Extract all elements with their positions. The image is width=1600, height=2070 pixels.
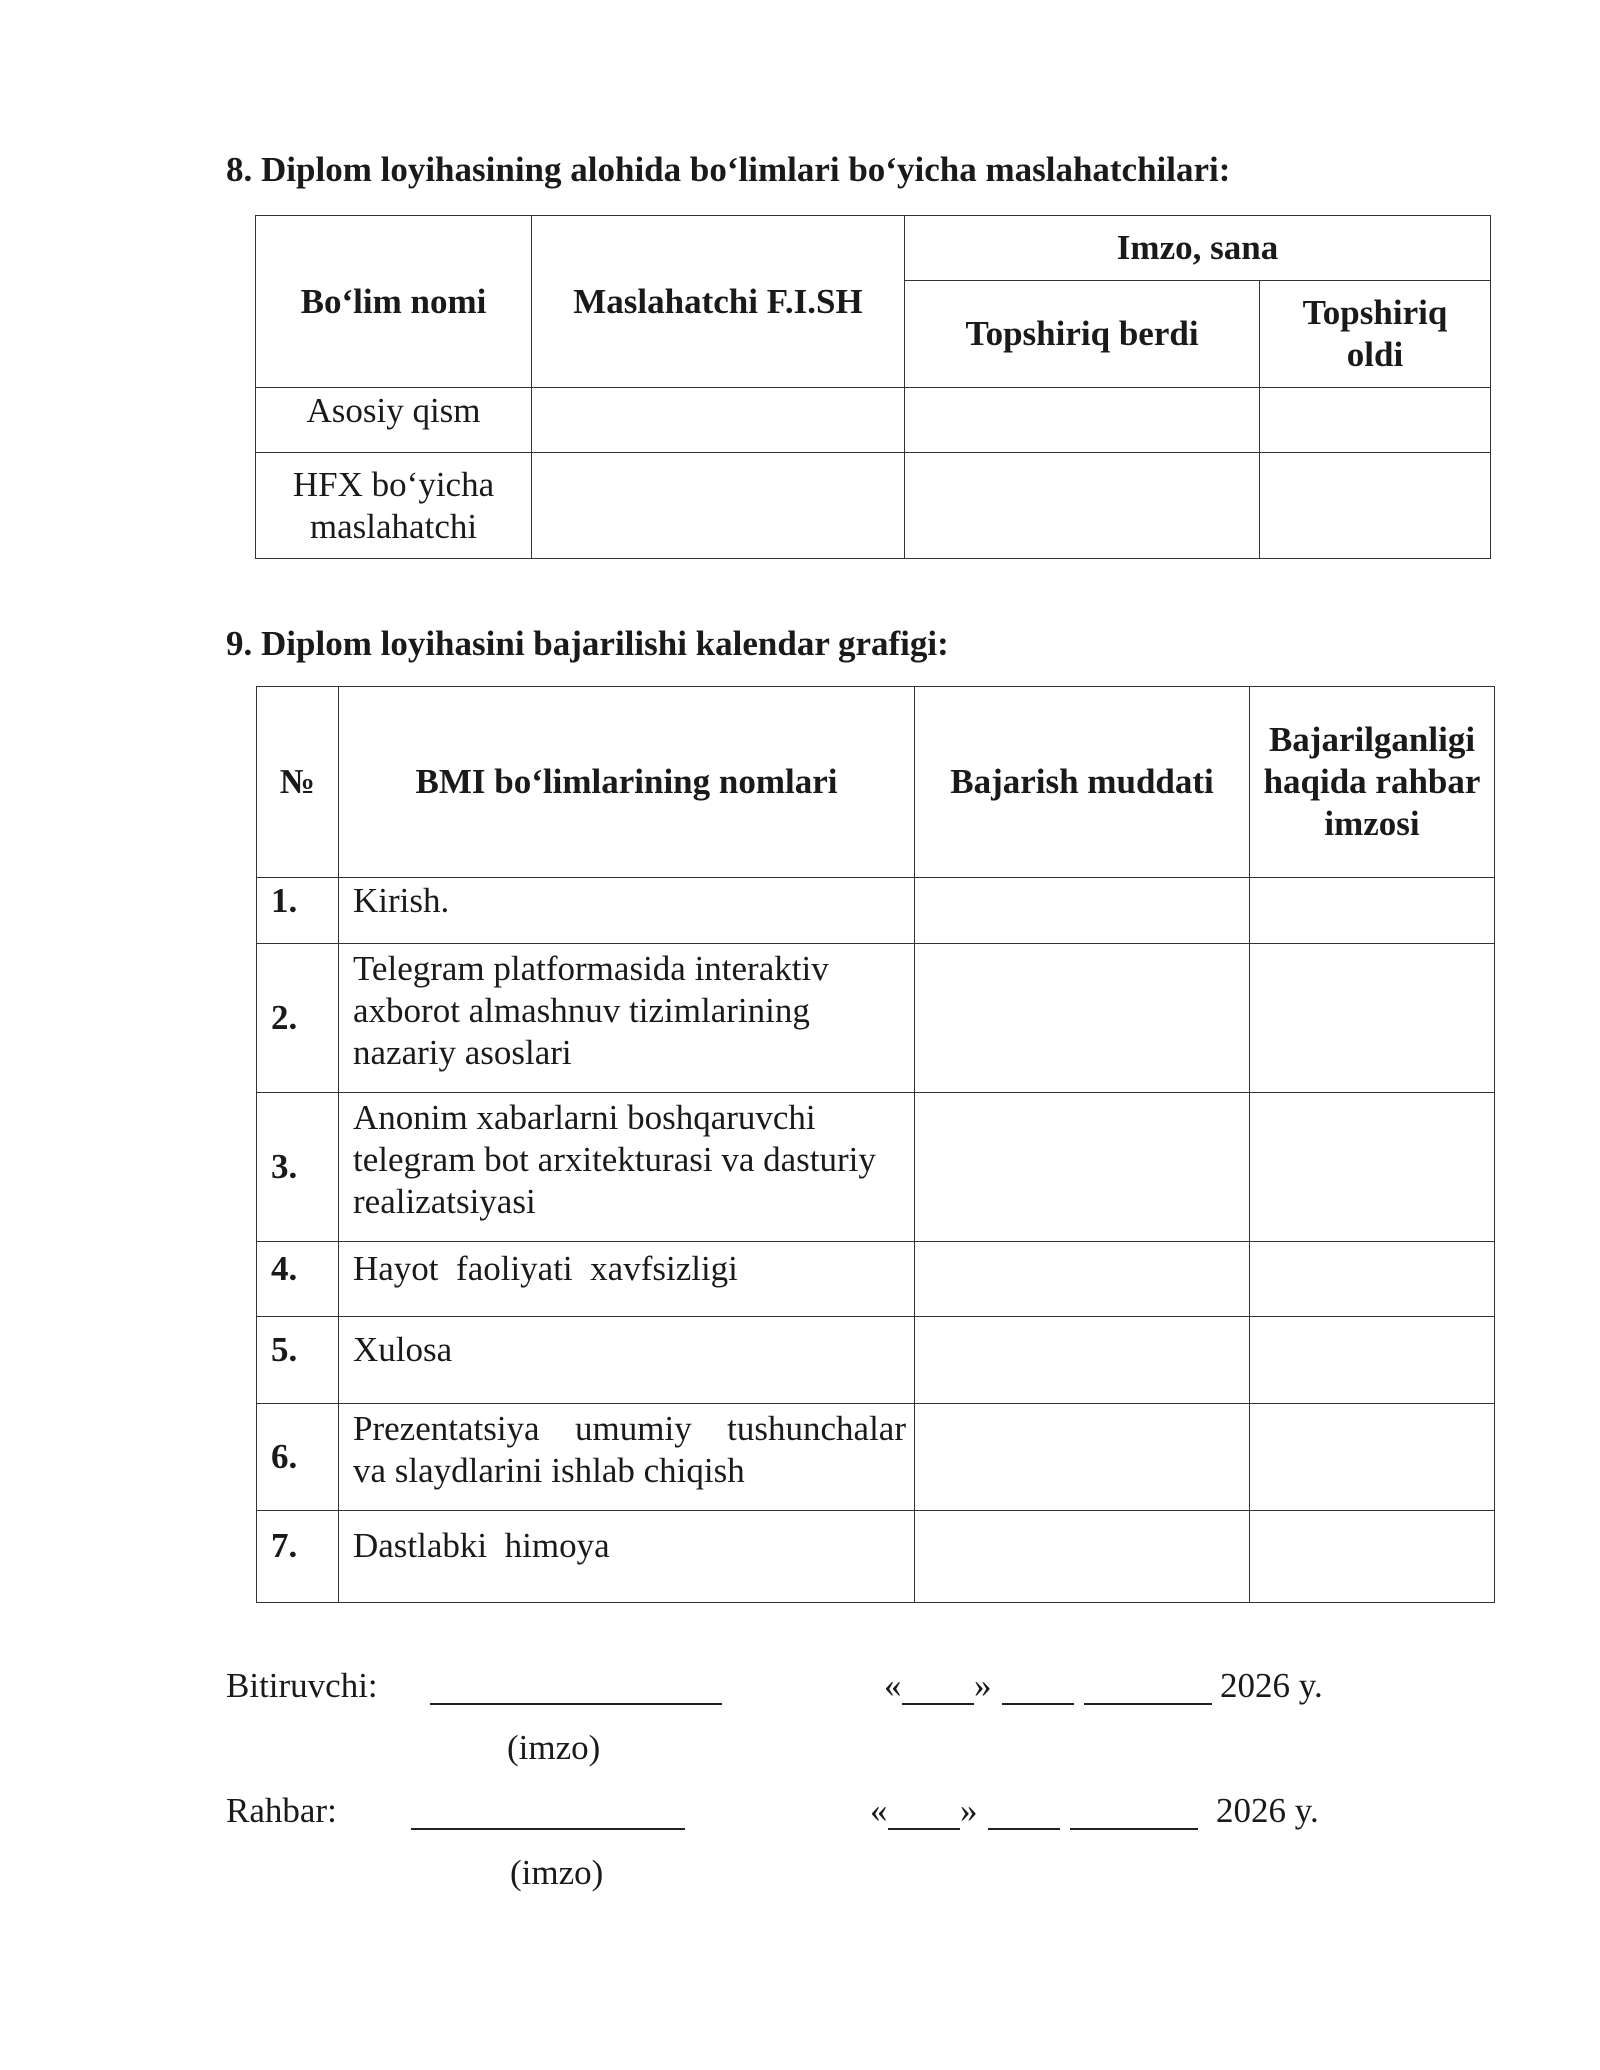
row-number: 5. bbox=[257, 1317, 339, 1404]
table-row bbox=[256, 453, 1491, 559]
row-name: Xulosa bbox=[339, 1317, 915, 1404]
deadline-cell[interactable] bbox=[915, 1093, 1250, 1242]
calendar-schedule-table bbox=[256, 686, 1495, 1603]
table-row bbox=[257, 878, 1495, 944]
signature-cell[interactable] bbox=[1250, 1242, 1495, 1317]
deadline-cell[interactable] bbox=[915, 1404, 1250, 1511]
bitiruvchi-date-close: » bbox=[974, 1666, 992, 1705]
signature-cell[interactable] bbox=[1250, 878, 1495, 944]
header-maslahatchi: Maslahatchi F.I.SH bbox=[532, 216, 905, 388]
deadline-cell[interactable] bbox=[915, 944, 1250, 1093]
table-row bbox=[257, 944, 1495, 1093]
header-topshiriq-berdi: Topshiriq berdi bbox=[905, 281, 1260, 388]
table-row bbox=[257, 1511, 1495, 1603]
row-name: Asosiy qism bbox=[256, 388, 532, 453]
row-number: 4. bbox=[257, 1242, 339, 1317]
rahbar-imzo-caption: (imzo) bbox=[510, 1853, 604, 1892]
signature-received-cell[interactable] bbox=[1260, 453, 1491, 559]
table-row bbox=[257, 1093, 1495, 1242]
header-bolim-nomi: Bo‘lim nomi bbox=[256, 216, 532, 388]
row-name: Hayot faoliyati xavfsizligi bbox=[339, 1242, 915, 1317]
header-imzo-sana: Imzo, sana bbox=[905, 216, 1491, 281]
row-name: Kirish. bbox=[339, 878, 915, 944]
header-topshiriq-oldi: Topshiriq oldi bbox=[1260, 281, 1491, 388]
row-name: Telegram platformasida interaktiv axborot almashnuv tizimlarining nazariy asoslari bbox=[339, 944, 915, 1093]
advisors-table bbox=[255, 215, 1491, 559]
rahbar-signature-line[interactable] bbox=[411, 1828, 685, 1830]
bitiruvchi-month-name-line[interactable] bbox=[1084, 1703, 1212, 1705]
rahbar-year: 2026 y. bbox=[1216, 1791, 1319, 1830]
bitiruvchi-date-open: « bbox=[884, 1666, 902, 1705]
table-row bbox=[256, 388, 1491, 453]
rahbar-date-close: » bbox=[960, 1791, 978, 1830]
header-imzo: Bajarilganligi haqida rahbar imzosi bbox=[1250, 687, 1495, 878]
deadline-cell[interactable] bbox=[915, 1242, 1250, 1317]
header-muddat: Bajarish muddati bbox=[915, 687, 1250, 878]
signature-given-cell[interactable] bbox=[905, 388, 1260, 453]
section-8-heading: 8. Diplom loyihasining alohida bo‘limlari bo‘yicha maslahatchilari: bbox=[226, 150, 1231, 189]
header-number: № bbox=[257, 687, 339, 878]
row-name: Prezentatsiya umumiy tushunchalar va slaydlarini ishlab chiqish bbox=[339, 1404, 915, 1511]
deadline-cell[interactable] bbox=[915, 878, 1250, 944]
section-9-heading: 9. Diplom loyihasini bajarilishi kalendar grafigi: bbox=[226, 624, 949, 663]
rahbar-date-open: « bbox=[870, 1791, 888, 1830]
rahbar-month-name-line[interactable] bbox=[1070, 1828, 1198, 1830]
bitiruvchi-signature-line[interactable] bbox=[430, 1703, 722, 1705]
bitiruvchi-imzo-caption: (imzo) bbox=[507, 1728, 601, 1767]
bitiruvchi-year: 2026 y. bbox=[1220, 1666, 1323, 1705]
signature-cell[interactable] bbox=[1250, 1317, 1495, 1404]
table-row bbox=[257, 1242, 1495, 1317]
row-number: 1. bbox=[257, 878, 339, 944]
advisor-cell[interactable] bbox=[532, 453, 905, 559]
rahbar-month-line[interactable] bbox=[988, 1828, 1060, 1830]
signature-cell[interactable] bbox=[1250, 1511, 1495, 1603]
row-number: 3. bbox=[257, 1093, 339, 1242]
table-row bbox=[257, 1317, 1495, 1404]
rahbar-label: Rahbar: bbox=[226, 1791, 337, 1830]
advisor-cell[interactable] bbox=[532, 388, 905, 453]
table-row bbox=[257, 1404, 1495, 1511]
header-bolimlar: BMI bo‘limlarining nomlari bbox=[339, 687, 915, 878]
signature-given-cell[interactable] bbox=[905, 453, 1260, 559]
bitiruvchi-label: Bitiruvchi: bbox=[226, 1666, 378, 1705]
signature-cell[interactable] bbox=[1250, 944, 1495, 1093]
row-name: HFX bo‘yicha maslahatchi bbox=[256, 453, 532, 559]
row-number: 7. bbox=[257, 1511, 339, 1603]
signature-received-cell[interactable] bbox=[1260, 388, 1491, 453]
bitiruvchi-month-line[interactable] bbox=[1002, 1703, 1074, 1705]
signature-cell[interactable] bbox=[1250, 1404, 1495, 1511]
row-name: Dastlabki himoya bbox=[339, 1511, 915, 1603]
rahbar-day-line[interactable] bbox=[888, 1828, 960, 1830]
bitiruvchi-day-line[interactable] bbox=[902, 1703, 974, 1705]
row-number: 2. bbox=[257, 944, 339, 1093]
deadline-cell[interactable] bbox=[915, 1317, 1250, 1404]
row-name: Anonim xabarlarni boshqaruvchi telegram bot arxitekturasi va dasturiy realizatsiyasi bbox=[339, 1093, 915, 1242]
deadline-cell[interactable] bbox=[915, 1511, 1250, 1603]
row-number: 6. bbox=[257, 1404, 339, 1511]
signature-cell[interactable] bbox=[1250, 1093, 1495, 1242]
